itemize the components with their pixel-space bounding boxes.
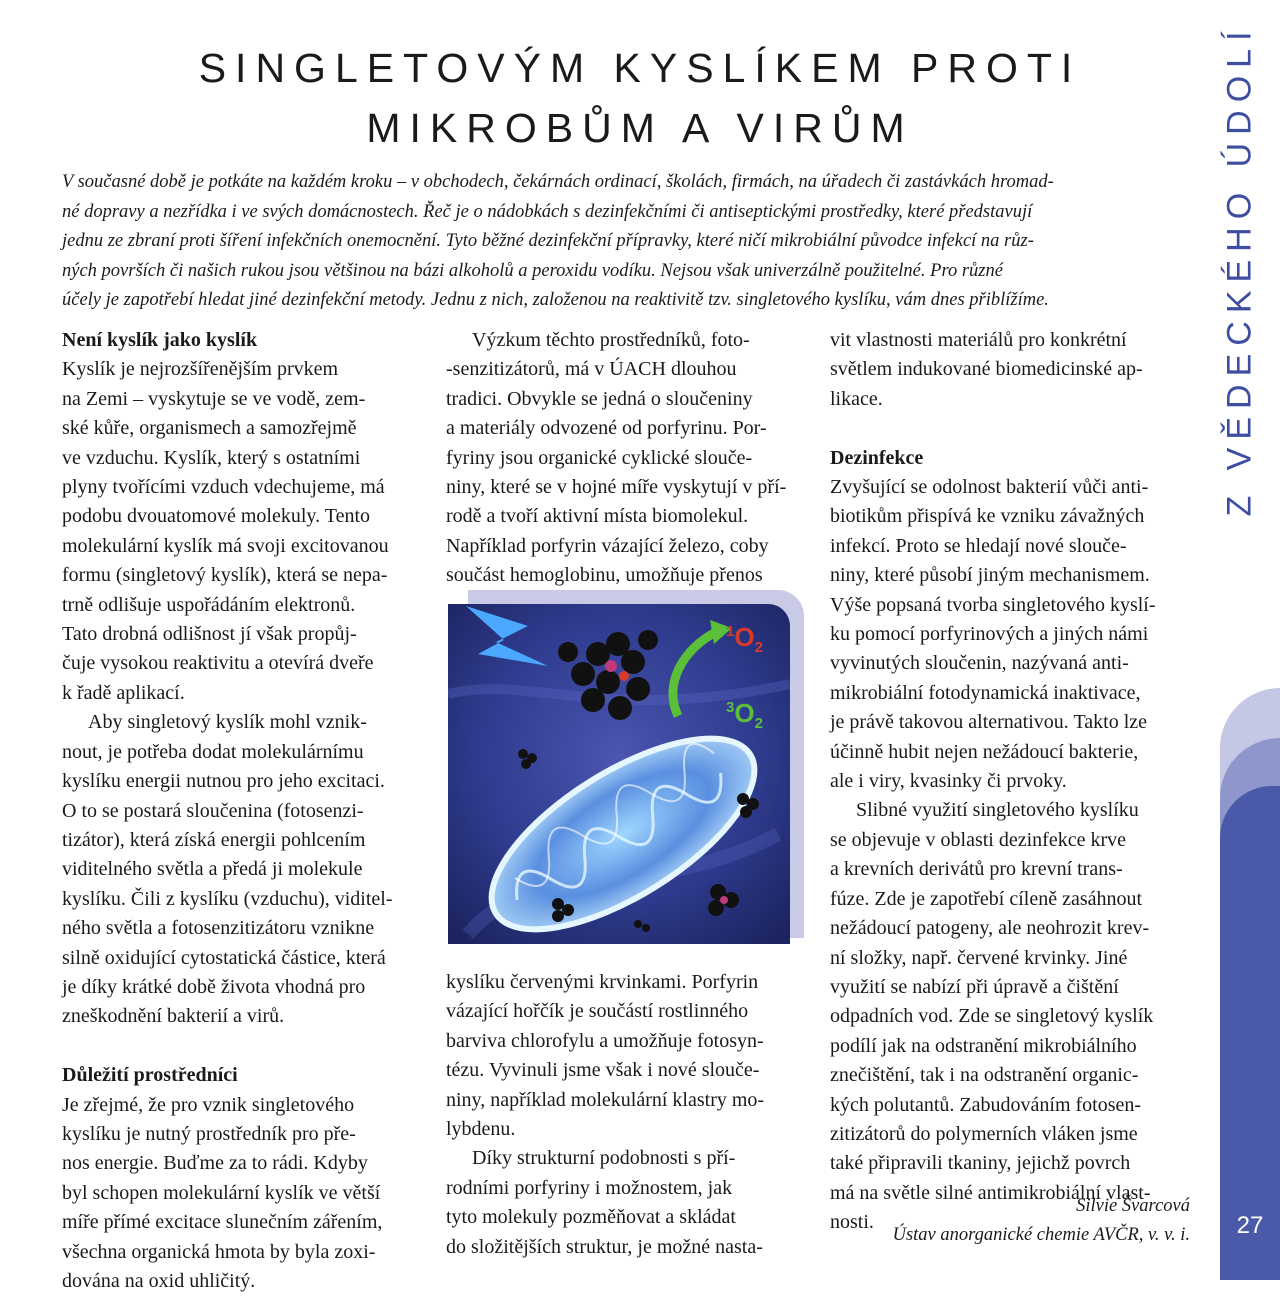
text-line: niny, které působí jiným mechanismem. xyxy=(830,564,1150,587)
text-line: ské kůře, organismech a samozřejmě xyxy=(62,417,357,440)
text-line: nout, je potřeba dodat molekulárnímu xyxy=(62,740,364,763)
text-line: vázající hořčík je součástí rostlinného xyxy=(446,1000,749,1023)
text-line: tradici. Obvykle se jedná o sloučeniny xyxy=(446,387,753,410)
text-line: fúze. Zde je zapotřebí cíleně zasáhnout xyxy=(830,887,1143,910)
text-line: vit vlastnosti materiálů pro konkrétní xyxy=(830,329,1127,351)
column-2-top xyxy=(446,326,806,591)
column-3 xyxy=(830,326,1190,1238)
text-line: tyto molekuly pozměňovat a skládat xyxy=(446,1206,736,1229)
text-line: trně odlišuje uspořádáním elektronů. xyxy=(62,593,356,616)
text-line: tizátor), která získá energii pohlcením xyxy=(62,828,366,851)
text-line: míře přímé excitace slunečním zářením, xyxy=(62,1211,383,1234)
text-line: znečištění, tak i na odstranění organic- xyxy=(830,1064,1139,1087)
triplet-oxygen-label: $^3O_2$ xyxy=(726,698,763,732)
author-affiliation: Ústav anorganické chemie AVČR, v. v. i. xyxy=(892,1225,1190,1245)
text-line: Tato drobná odlišnost jí však propůj- xyxy=(62,623,357,646)
section-heading: Není kyslík jako kyslík xyxy=(62,329,258,351)
text-line: rodními porfyriny i možnostem, jak xyxy=(446,1176,733,1199)
text-line: kyslíku je nutný prostředník pro pře- xyxy=(62,1122,356,1145)
intro-line: účely je zapotřebí hledat jiné dezinfekční metody. Jednu z nich, založenou na reaktivitě tzv. singletového kyslíku, vám dnes přiblížíme. xyxy=(62,290,1049,310)
text-line: také připravili tkaniny, jejichž povrch xyxy=(830,1152,1131,1175)
text-line: rodě a tvoří aktivní místa biomolekul. xyxy=(446,505,749,528)
text-line: využití se nabízí při úpravě a čištění xyxy=(830,975,1119,998)
column-1 xyxy=(62,326,422,1296)
text-line: Aby singletový kyslík mohl vznik- xyxy=(88,711,367,734)
text-line: světlem indukované biomedicinské ap- xyxy=(830,358,1143,381)
author-block xyxy=(830,1192,1190,1250)
text-line: Výše popsaná tvorba singletového kyslí- xyxy=(830,593,1156,616)
text-line: Například porfyrin vázající železo, coby xyxy=(446,534,769,557)
photosensitizer-illustration xyxy=(448,604,790,944)
text-line: a krevních derivátů pro krevní trans- xyxy=(830,858,1123,881)
text-line: Zvyšující se odolnost bakterií vůči anti- xyxy=(830,476,1149,499)
text-line: viditelného světla a předá ji molekule xyxy=(62,858,363,881)
text-line: ale i viry, kvasinky či prvoky. xyxy=(830,770,1067,793)
text-line: kyslíku energii nutnou pro jeho excitaci. xyxy=(62,770,385,793)
text-line: likace. xyxy=(830,387,883,410)
text-line: podobu dvouatomové molekuly. Tento xyxy=(62,505,371,528)
text-line: odpadních vod. Zde se singletový kyslík xyxy=(830,1005,1154,1028)
paragraph-gap xyxy=(62,1032,422,1061)
text-line: formu (singletový kyslík), která se nepa- xyxy=(62,564,388,587)
text-line: ní složky, např. červené krvinky. Jiné xyxy=(830,946,1128,969)
text-line: a materiály odvozené od porfyrinu. Por- xyxy=(446,417,767,440)
text-line: je právě takovou alternativou. Takto lze xyxy=(830,711,1148,734)
intro-line: ných površích či našich rukou jsou většinou na bázi alkoholů a peroxidu vodíku. Nejsou však univerzálně použitelné. Pro různé xyxy=(62,260,1003,281)
text-line: ve vzduchu. Kyslík, který s ostatními xyxy=(62,446,361,469)
text-line: molekulární kyslík má svoji excitovanou xyxy=(62,534,389,557)
text-line: na Zemi – vyskytuje se ve vodě, zem- xyxy=(62,387,366,410)
section-heading: Dezinfekce xyxy=(830,446,924,469)
text-line: kyslíku červenými krvinkami. Porfyrin xyxy=(446,971,759,993)
author-name: Silvie Švarcová xyxy=(1076,1196,1190,1216)
text-line: Díky strukturní podobnosti s pří- xyxy=(472,1147,736,1170)
text-line: kých polutantů. Zabudováním fotosen- xyxy=(830,1093,1142,1116)
text-line: do složitějších struktur, je možné nasta- xyxy=(446,1235,763,1258)
text-line: niny, například molekulární klastry mo- xyxy=(446,1088,765,1111)
intro-line: jednu ze zbraní proti šíření infekčních onemocnění. Tyto běžné dezinfekční přípravky, které ničí mikrobiální původce infekcí na růz- xyxy=(62,231,1034,251)
text-line: O to se postará sloučenina (fotosenzi- xyxy=(62,799,364,822)
text-line: infekcí. Proto se hledají nové slouče- xyxy=(830,534,1127,557)
page-number: 27 xyxy=(1236,1212,1264,1239)
article-title xyxy=(140,38,1140,158)
text-line: je díky krátké době života vhodná pro xyxy=(62,975,366,998)
text-line: byl schopen molekulární kyslík ve větší xyxy=(62,1181,381,1204)
text-line: plyny tvořícími vzduch vdechujeme, má xyxy=(62,476,385,499)
title-line: MIKROBŮM A VIRŮM xyxy=(366,105,914,151)
text-line: nos energie. Buďme za to rádi. Kdyby xyxy=(62,1152,368,1175)
text-line: niny, které se v hojné míře vyskytují v pří- xyxy=(446,476,787,499)
column-2-bottom xyxy=(446,968,806,1262)
text-line: podílí jak na odstranění mikrobiálního xyxy=(830,1034,1137,1057)
text-line: zneškodnění bakterií a virů. xyxy=(62,1005,285,1028)
section-heading: Důležití prostředníci xyxy=(62,1064,238,1087)
text-line: ného světla a fotosenzitizátoru vznikne xyxy=(62,917,375,940)
intro-line: V současné době je potkáte na každém kroku – v obchodech, čekárnách ordinací, školách, firmách, na úřadech či zastávkách hromad- xyxy=(62,172,1054,192)
singlet-oxygen-label: $^1O_2$ xyxy=(726,622,763,656)
text-line: vyvinutých sloučenin, nazývaná anti- xyxy=(830,652,1129,675)
text-line: kyslíku. Čili z kyslíku (vzduchu), viditel- xyxy=(62,887,393,910)
text-line: fyriny jsou organické cyklické slouče- xyxy=(446,446,753,469)
text-line: Kyslík je nejrozšířenějším prvkem xyxy=(62,358,339,381)
text-line: má na světle silné antimikrobiální vlast- xyxy=(830,1181,1151,1204)
text-line: tézu. Vyvinuli jsme však i nové slouče- xyxy=(446,1059,760,1082)
text-line: barviva chlorofylu a umožňuje fotosyn- xyxy=(446,1029,764,1052)
text-line: nosti. xyxy=(830,1211,874,1234)
text-line: -senzitizátorů, má v ÚACH dlouhou xyxy=(446,358,737,381)
decorative-tab-dark xyxy=(1220,786,1280,1280)
text-line: Výzkum těchto prostředníků, foto- xyxy=(472,329,750,351)
text-line: zitizátorů do polymerních vláken jsme xyxy=(830,1122,1138,1145)
text-line: dována na oxid uhličitý. xyxy=(62,1269,256,1292)
text-line: čuje vysokou reaktivitu a otevírá dveře xyxy=(62,652,374,675)
text-line: k řadě aplikací. xyxy=(62,681,185,704)
text-line: všechna organická hmota by byla zoxi- xyxy=(62,1240,376,1263)
paragraph-gap xyxy=(830,414,1190,443)
text-line: nežádoucí patogeny, ale neohrozit krev- xyxy=(830,917,1150,940)
text-line: ku pomocí porfyrinových a jiných námi xyxy=(830,623,1149,646)
title-line: SINGLETOVÝM KYSLÍKEM PROTI xyxy=(198,45,1082,91)
intro-line: né dopravy a nezřídka i ve svých domácnostech. Řeč je o nádobkách s dezinfekčními či antiseptickými prostředky, které představují xyxy=(62,201,1033,222)
text-line: mikrobiální fotodynamická inaktivace, xyxy=(830,681,1141,704)
text-line: lybdenu. xyxy=(446,1118,516,1141)
article-figure xyxy=(448,604,790,944)
text-line: biotikům přispívá ke vzniku závažných xyxy=(830,505,1145,528)
text-line: účinně hubit nejen nežádoucí bakterie, xyxy=(830,740,1139,763)
text-line: Je zřejmé, že pro vznik singletového xyxy=(62,1093,355,1116)
section-title-text: Z VĚDECKÉHO ÚDOLÍ xyxy=(1220,23,1259,517)
text-line: součást hemoglobinu, umožňuje přenos xyxy=(446,564,763,587)
text-line: silně oxidující cytostatická částice, která xyxy=(62,946,386,969)
section-title-vertical xyxy=(1210,23,1270,517)
text-line: Slibné využití singletového kyslíku xyxy=(856,799,1139,822)
intro-paragraph xyxy=(62,168,1190,316)
text-line: se objevuje v oblasti dezinfekce krve xyxy=(830,828,1126,851)
